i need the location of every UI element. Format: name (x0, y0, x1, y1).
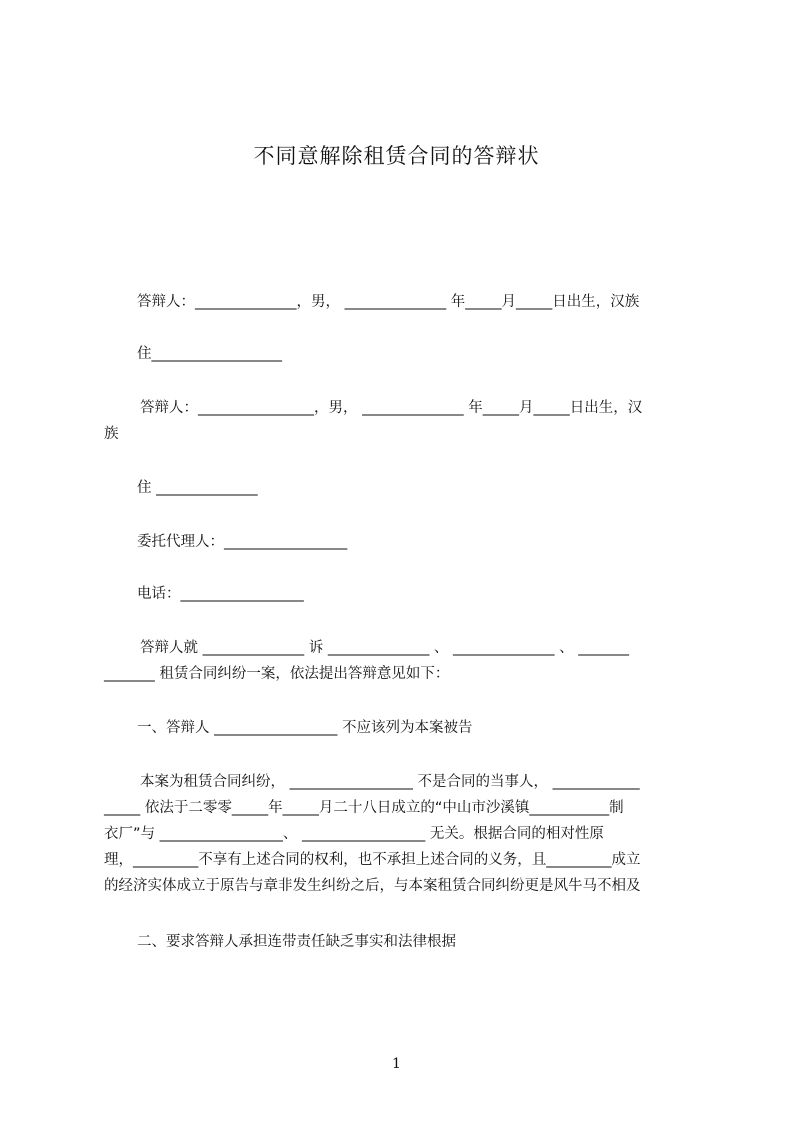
respondent-2-line: 答辩人：________________，男， ______________ 年_____月_____日出生，汉 (140, 400, 643, 416)
respondent-1-address: 住__________________ (137, 346, 282, 362)
section-heading-2: 二、要求答辩人承担连带责任缺乏事实和法律根据 (137, 934, 456, 950)
document-title: 不同意解除租赁合同的答辩状 (253, 144, 540, 168)
body-paragraph-line-5: 的经济实体成立于原告与章非发生纠纷之后，与本案租赁合同纠纷更是风牛马不相及 (104, 878, 641, 894)
intro-paragraph-line-1: 答辩人就 ______________ 诉 ______________ 、 ______________ 、 _______ (140, 640, 630, 656)
section-heading-1: 一、答辩人 _________________ 不应该列为本案被告 (137, 720, 473, 736)
body-paragraph-line-3: 衣厂”与 _________________、 _________________ 无关。根据合同的相对性原 (104, 826, 604, 842)
agent-line: 委托代理人：_________________ (137, 534, 348, 550)
body-paragraph-line-4: 理，_________不享有上述合同的权利，也不承担上述合同的义务，且_________成立 (104, 852, 641, 868)
respondent-2-line-wrap: 族 (104, 426, 119, 442)
phone-line: 电话：_________________ (137, 586, 304, 602)
page-number: 1 (392, 1056, 401, 1072)
body-paragraph-line-1: 本案为租赁合同纠纷， _________________ 不是合同的当事人， ____________ (140, 774, 640, 790)
intro-paragraph-line-2: _______ 租赁合同纠纷一案，依法提出答辩意见如下： (104, 666, 450, 682)
respondent-1-line: 答辩人：______________，男， ______________ 年_____月_____日出生，汉族 (137, 294, 640, 310)
body-paragraph-line-2: _____ 依法于二零零_____年_____月二十八日成立的“中山市沙溪镇___________制 (104, 800, 624, 816)
respondent-2-address: 住 ______________ (137, 480, 258, 496)
